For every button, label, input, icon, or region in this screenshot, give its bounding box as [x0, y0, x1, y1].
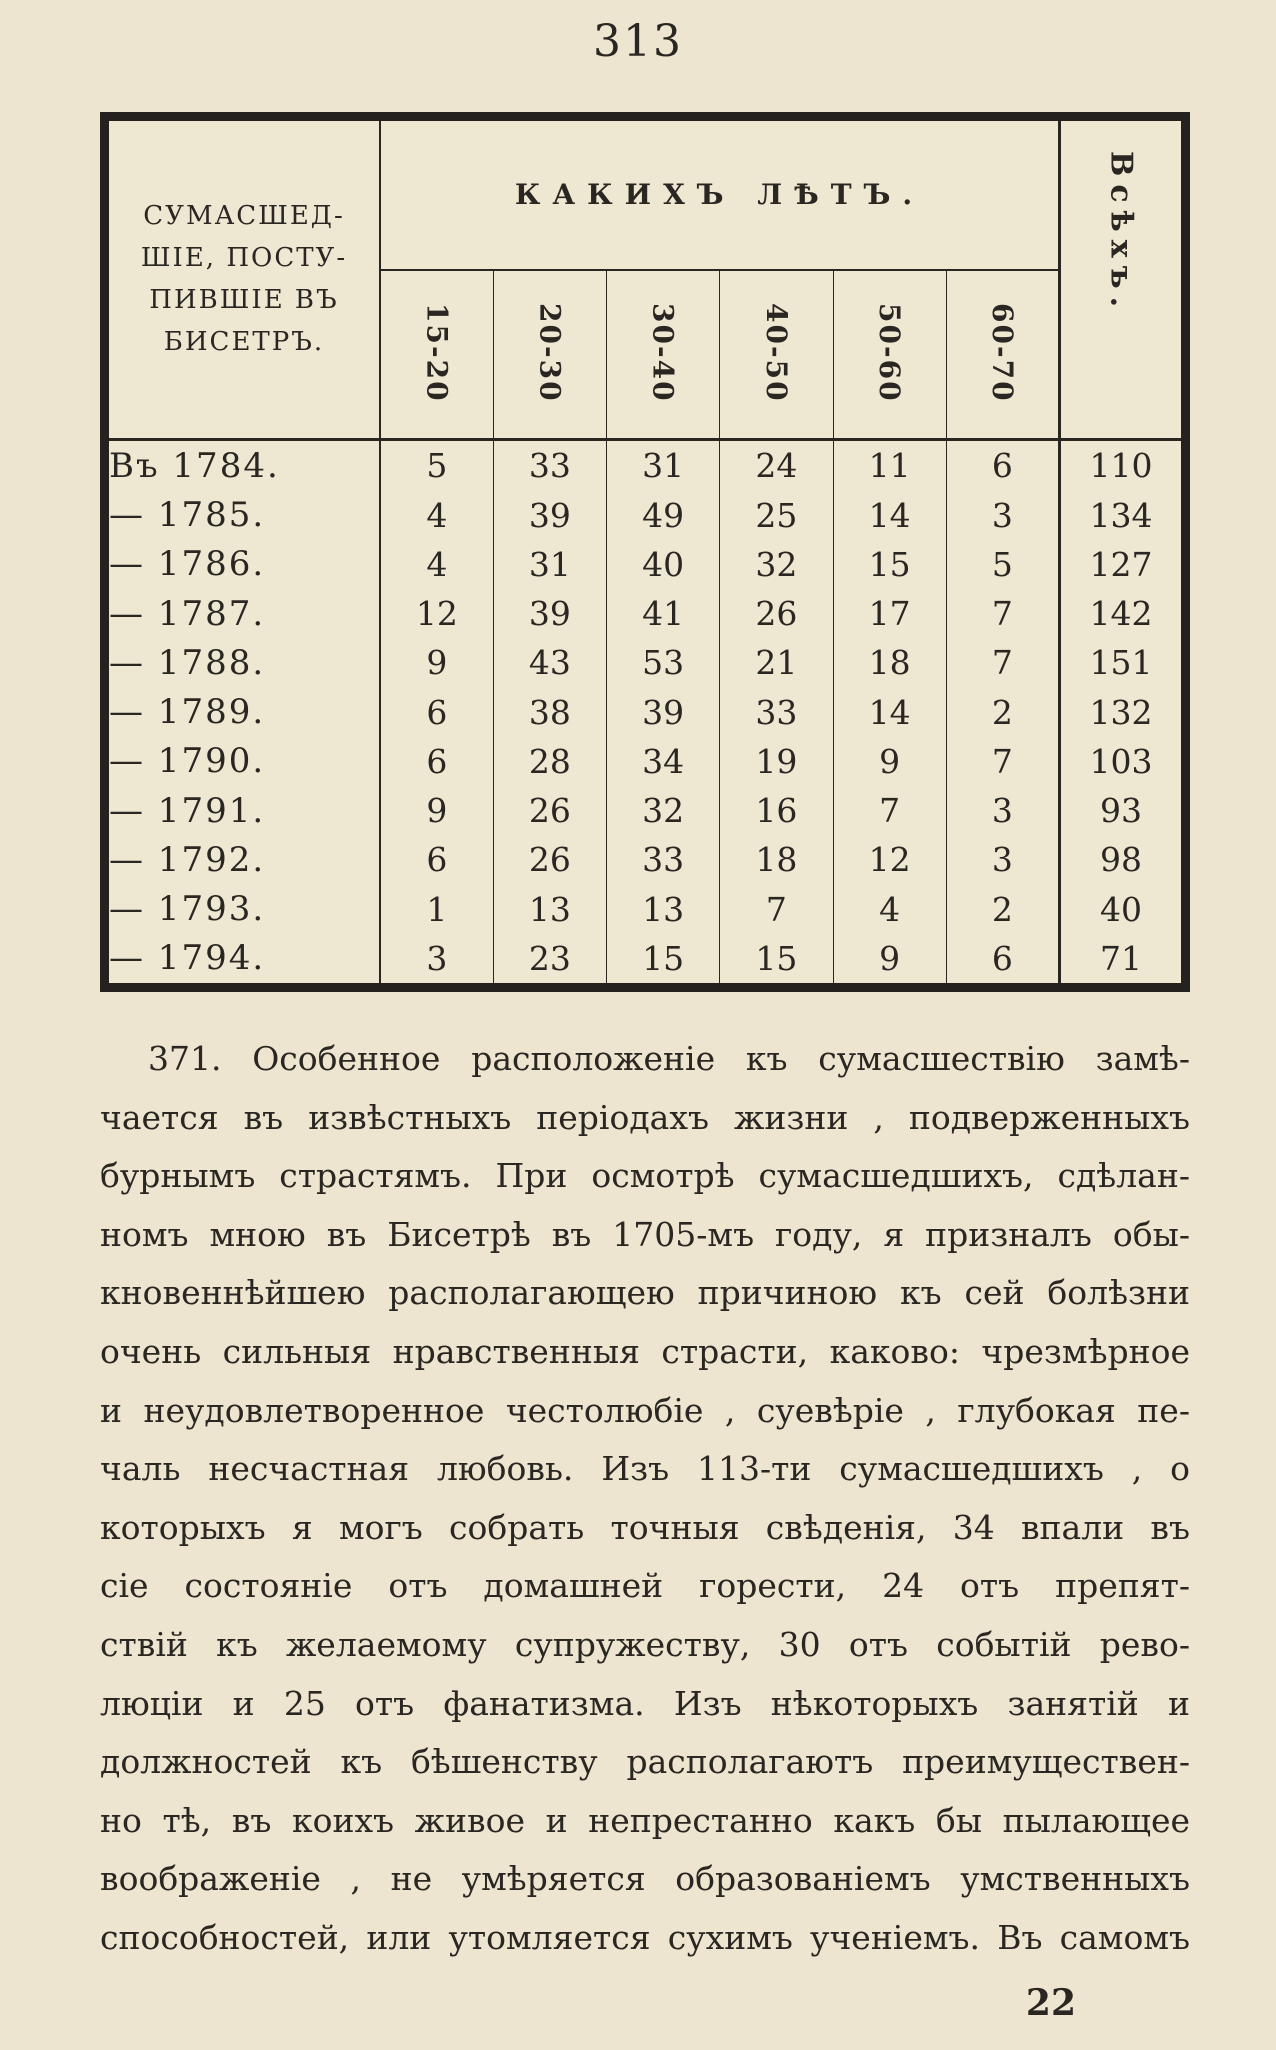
value-cell: 4 [380, 490, 493, 539]
corner-header [109, 121, 380, 439]
value-cell: 53 [607, 638, 720, 687]
page-number: 313 [593, 16, 683, 67]
value-cell: 13 [493, 884, 606, 933]
table-row [109, 589, 1181, 638]
year-cell: — 1788. [109, 638, 380, 687]
value-cell: 17 [833, 589, 946, 638]
value-cell: 12 [833, 835, 946, 884]
value-cell: 28 [493, 737, 606, 786]
value-cell: 9 [833, 934, 946, 983]
value-cell: 7 [991, 643, 1013, 683]
corner-header-line: ПИВШIЕ ВЪ [149, 285, 339, 316]
value-cell: 6 [991, 446, 1013, 486]
value-cell: 41 [607, 589, 720, 638]
value-cell: 6 [380, 687, 493, 736]
year-cell: — 1786. [109, 540, 380, 589]
value-cell: 12 [380, 589, 493, 638]
value-cell: 3 [991, 791, 1013, 831]
paragraph-line: люцiи и 25 отъ фанатизма. Изъ нѣкоторыхъ занятiй и [100, 1683, 1190, 1723]
paragraph-line: номъ мною въ Бисетрѣ въ 1705-мъ году, я призналъ обы- [100, 1214, 1190, 1254]
value-cell: 3 [991, 840, 1013, 880]
value-cell: 9 [380, 638, 493, 687]
corner-header-line: ШIЕ, ПОСТУ- [140, 243, 348, 274]
year-cell: — 1792. [109, 835, 380, 884]
value-cell: 14 [833, 687, 946, 736]
total-cell: 132 [1060, 687, 1182, 736]
year-cell: Въ 1784. [109, 439, 380, 490]
total-cell: 98 [1060, 835, 1182, 884]
value-cell: 39 [607, 687, 720, 736]
table-row [109, 439, 1181, 490]
table-row [109, 737, 1181, 786]
value-cell: 39 [493, 490, 606, 539]
year-cell: — 1793. [109, 884, 380, 933]
value-cell: 9 [833, 737, 946, 786]
value-cell: 39 [493, 589, 606, 638]
admissions-table [109, 121, 1181, 983]
table-row [109, 835, 1181, 884]
value-cell: 26 [720, 589, 833, 638]
value-cell: 6 [380, 737, 493, 786]
table-row [109, 490, 1181, 539]
paragraph-line: чается въ извѣстныхъ перiодахъ жизни , подверженныхъ [100, 1097, 1190, 1137]
value-cell: 13 [607, 884, 720, 933]
table-row [109, 786, 1181, 835]
total-cell: 151 [1060, 638, 1182, 687]
age-label: 15-20 [420, 302, 454, 403]
value-cell: 7 [833, 786, 946, 835]
paragraph-line: но тѣ, въ коихъ живое и непрестанно какъ бы пылающее [100, 1800, 1190, 1840]
value-cell: 23 [493, 934, 606, 983]
body-paragraph [100, 1030, 1190, 1968]
paragraph-line: бурнымъ страстямъ. При осмотрѣ сумасшедшихъ, сдѣлан- [100, 1156, 1190, 1196]
value-cell: 4 [833, 884, 946, 933]
value-cell: 18 [720, 835, 833, 884]
value-cell: 1 [380, 884, 493, 933]
value-cell: 26 [493, 786, 606, 835]
paragraph-line: чаль несчастная любовь. Изъ 113-ти сумасшедшихъ , о [100, 1449, 1190, 1489]
value-cell: 15 [720, 934, 833, 983]
year-cell: — 1789. [109, 687, 380, 736]
signature-mark: 22 [1025, 1982, 1076, 2024]
total-cell: 93 [1060, 786, 1182, 835]
age-label: 50-60 [873, 302, 907, 403]
paragraph-line: 371. Особенное расположенiе къ сумасшествiю замѣ- [148, 1039, 1190, 1078]
value-cell: 33 [493, 439, 606, 490]
value-cell: 3 [991, 495, 1013, 535]
total-cell: 40 [1060, 884, 1182, 933]
year-cell: — 1791. [109, 786, 380, 835]
paragraph-line: воображенiе , не умѣряется образованiемъ умственныхъ [100, 1859, 1190, 1899]
value-cell: 26 [493, 835, 606, 884]
table-row [109, 638, 1181, 687]
paragraph-line: кновеннѣйшею располагающею причиною къ сей болѣзни [100, 1273, 1190, 1313]
table-row [109, 687, 1181, 736]
total-cell: 103 [1060, 737, 1182, 786]
age-column-header [833, 270, 946, 439]
total-header-cell [1060, 121, 1182, 439]
table-row [109, 540, 1181, 589]
value-cell: 2 [991, 692, 1013, 732]
age-column-header [493, 270, 606, 439]
corner-header-line: БИСЕТРЪ. [163, 327, 325, 358]
paragraph-line: которыхъ я могъ собрать точныя свѣденiя, 34 впали въ [100, 1507, 1190, 1547]
value-cell: 16 [720, 786, 833, 835]
year-cell: — 1790. [109, 737, 380, 786]
value-cell: 3 [380, 934, 493, 983]
age-column-header [720, 270, 833, 439]
year-cell: — 1787. [109, 589, 380, 638]
table-body [109, 439, 1181, 983]
value-cell: 38 [493, 687, 606, 736]
value-cell: 49 [607, 490, 720, 539]
value-cell: 11 [833, 439, 946, 490]
corner-header-line: СУМАСШЕД- [143, 201, 345, 232]
value-cell: 5 [380, 439, 493, 490]
value-cell: 43 [493, 638, 606, 687]
value-cell: 40 [607, 540, 720, 589]
value-cell: 32 [720, 540, 833, 589]
value-cell: 6 [991, 938, 1013, 978]
value-cell: 21 [720, 638, 833, 687]
value-cell: 33 [607, 835, 720, 884]
paragraph-line: способностей, или утомляется сухимъ ученiемъ. Въ самомъ [100, 1917, 1190, 1957]
value-cell: 24 [720, 439, 833, 490]
value-cell: 7 [720, 884, 833, 933]
table-row [109, 884, 1181, 933]
age-column-header [607, 270, 720, 439]
age-label: 30-40 [646, 302, 680, 403]
age-column-header [380, 270, 493, 439]
statistics-table [100, 112, 1190, 992]
paragraph-line: должностей къ бѣшенству располагаютъ преимуществен- [100, 1742, 1190, 1782]
value-cell: 25 [720, 490, 833, 539]
year-cell: — 1794. [109, 934, 380, 983]
value-cell: 4 [380, 540, 493, 589]
value-cell: 9 [380, 786, 493, 835]
value-cell: 32 [607, 786, 720, 835]
value-cell: 6 [380, 835, 493, 884]
age-column-header [946, 270, 1059, 439]
paragraph-line: ствiй къ желаемому супружеству, 30 отъ событiй рево- [100, 1624, 1190, 1664]
value-cell: 34 [607, 737, 720, 786]
value-cell: 14 [833, 490, 946, 539]
value-cell: 7 [991, 741, 1013, 781]
value-cell: 33 [720, 687, 833, 736]
year-cell: — 1785. [109, 490, 380, 539]
age-label: 40-50 [759, 302, 793, 403]
total-cell: 110 [1060, 439, 1182, 490]
age-label: 20-30 [533, 302, 567, 403]
value-cell: 2 [991, 889, 1013, 929]
value-cell: 5 [991, 544, 1013, 584]
total-cell: 71 [1060, 934, 1182, 983]
value-cell: 7 [991, 594, 1013, 634]
value-cell: 31 [493, 540, 606, 589]
total-cell: 142 [1060, 589, 1182, 638]
value-cell: 31 [607, 439, 720, 490]
paragraph-line: очень сильныя нравственныя страсти, каково: чрезмѣрное [100, 1331, 1190, 1371]
value-cell: 15 [607, 934, 720, 983]
age-group-header: КАКИХЪ ЛѢТЪ. [380, 121, 1060, 270]
total-header: Всѣхъ. [1103, 151, 1139, 316]
paragraph-line: сiе состоянiе отъ домашней горести, 24 отъ препят- [100, 1566, 1190, 1606]
value-cell: 15 [833, 540, 946, 589]
paragraph-line: и неудовлетворенное честолюбiе , суевѣрiе , глубокая пе- [100, 1390, 1190, 1430]
table-row [109, 934, 1181, 983]
total-cell: 134 [1060, 490, 1182, 539]
age-label: 60-70 [985, 302, 1019, 403]
value-cell: 19 [720, 737, 833, 786]
value-cell: 18 [833, 638, 946, 687]
total-cell: 127 [1060, 540, 1182, 589]
